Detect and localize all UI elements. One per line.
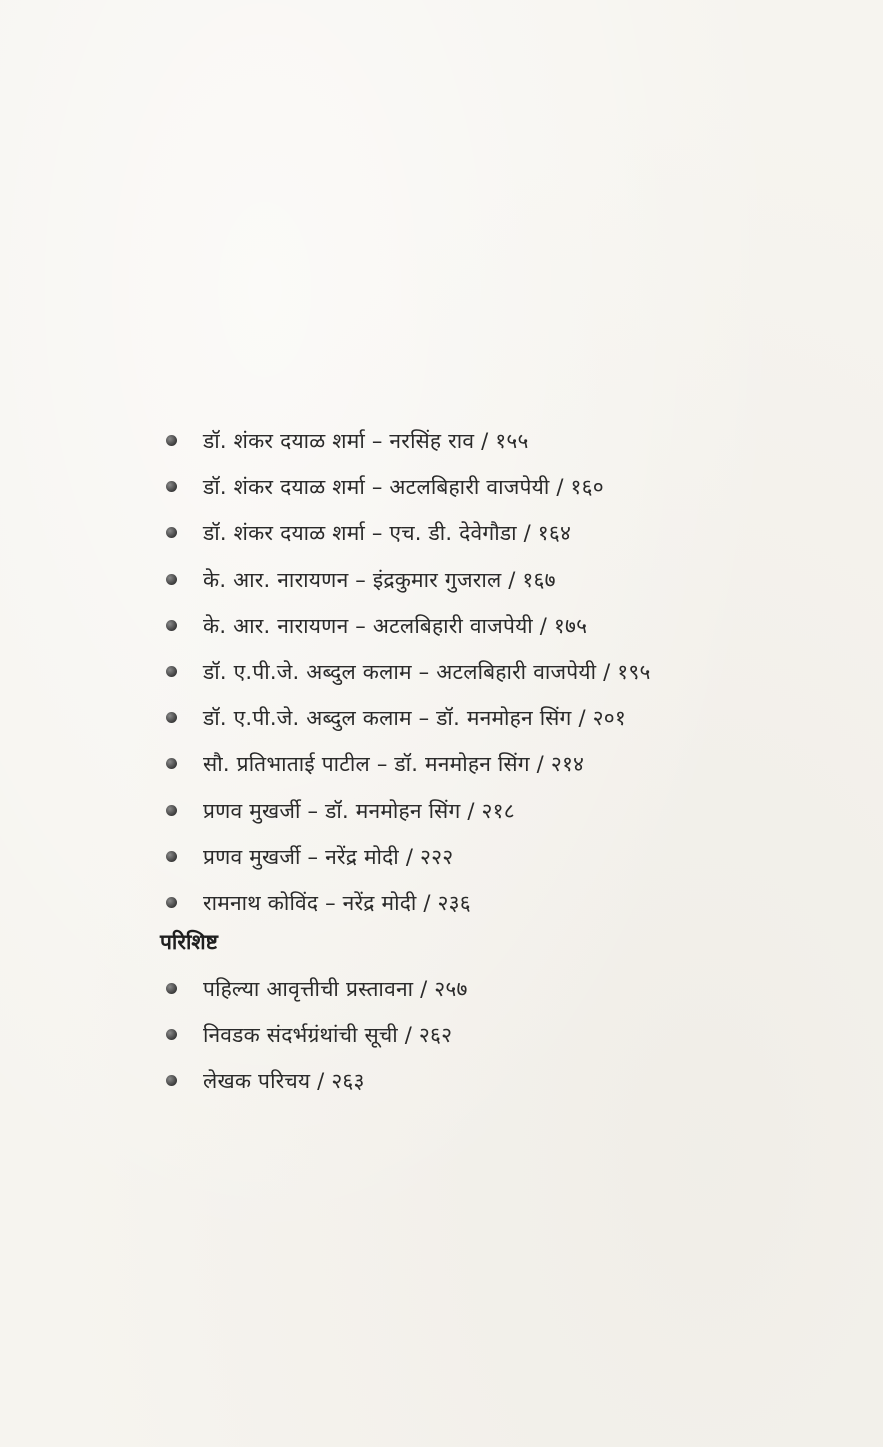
bullet-icon xyxy=(166,983,177,994)
entry-text: डॉ. ए.पी.जे. अब्दुल कलाम – अटलबिहारी वाजपेयी / १९५ xyxy=(203,659,651,684)
bullet-icon xyxy=(166,666,177,677)
list-item xyxy=(160,603,651,649)
bullet-icon xyxy=(166,1075,177,1086)
entry-text: के. आर. नारायणन – अटलबिहारी वाजपेयी / १७५ xyxy=(203,613,588,638)
bullet-icon xyxy=(166,758,177,769)
list-item xyxy=(160,1012,468,1058)
contents-list xyxy=(160,418,651,926)
entry-text: डॉ. शंकर दयाळ शर्मा – अटलबिहारी वाजपेयी / १६० xyxy=(203,475,604,500)
bullet-icon xyxy=(166,481,177,492)
list-item xyxy=(160,557,651,603)
bullet-icon xyxy=(166,620,177,631)
bullet-icon xyxy=(166,851,177,862)
list-item xyxy=(160,834,651,880)
entry-text: पहिल्या आवृत्तीची प्रस्तावना / २५७ xyxy=(203,977,468,1001)
bullet-icon xyxy=(166,435,177,446)
list-item xyxy=(160,880,651,926)
entry-text: के. आर. नारायणन – इंद्रकुमार गुजराल / १६७ xyxy=(203,567,556,592)
bullet-icon xyxy=(166,527,177,538)
list-item xyxy=(160,510,651,556)
entry-text: डॉ. शंकर दयाळ शर्मा – नरसिंह राव / १५५ xyxy=(203,429,529,453)
entry-text: सौ. प्रतिभाताई पाटील – डॉ. मनमोहन सिंग / २१४ xyxy=(203,752,585,777)
entry-text: डॉ. शंकर दयाळ शर्मा – एच. डी. देवेगौडा / १६४ xyxy=(203,521,572,546)
list-item xyxy=(160,695,651,741)
entry-text: निवडक संदर्भग्रंथांची सूची / २६२ xyxy=(203,1023,453,1048)
list-item xyxy=(160,966,468,1012)
bullet-icon xyxy=(166,897,177,908)
entry-text: डॉ. ए.पी.जे. अब्दुल कलाम – डॉ. मनमोहन सिंग / २०१ xyxy=(203,706,626,731)
bullet-icon xyxy=(166,574,177,585)
bullet-icon xyxy=(166,1029,177,1040)
appendix-heading: परिशिष्ट xyxy=(160,930,218,954)
bullet-icon xyxy=(166,712,177,723)
entry-text: लेखक परिचय / २६३ xyxy=(203,1069,365,1094)
appendix-list xyxy=(160,966,468,1105)
list-item xyxy=(160,649,651,695)
list-item xyxy=(160,1058,468,1104)
bullet-icon xyxy=(166,805,177,816)
entry-text: प्रणव मुखर्जी – नरेंद्र मोदी / २२२ xyxy=(203,844,454,869)
list-item xyxy=(160,788,651,834)
entry-text: प्रणव मुखर्जी – डॉ. मनमोहन सिंग / २१८ xyxy=(203,798,515,823)
list-item xyxy=(160,418,651,464)
list-item xyxy=(160,741,651,787)
entry-text: रामनाथ कोविंद – नरेंद्र मोदी / २३६ xyxy=(203,890,471,915)
list-item xyxy=(160,464,651,510)
